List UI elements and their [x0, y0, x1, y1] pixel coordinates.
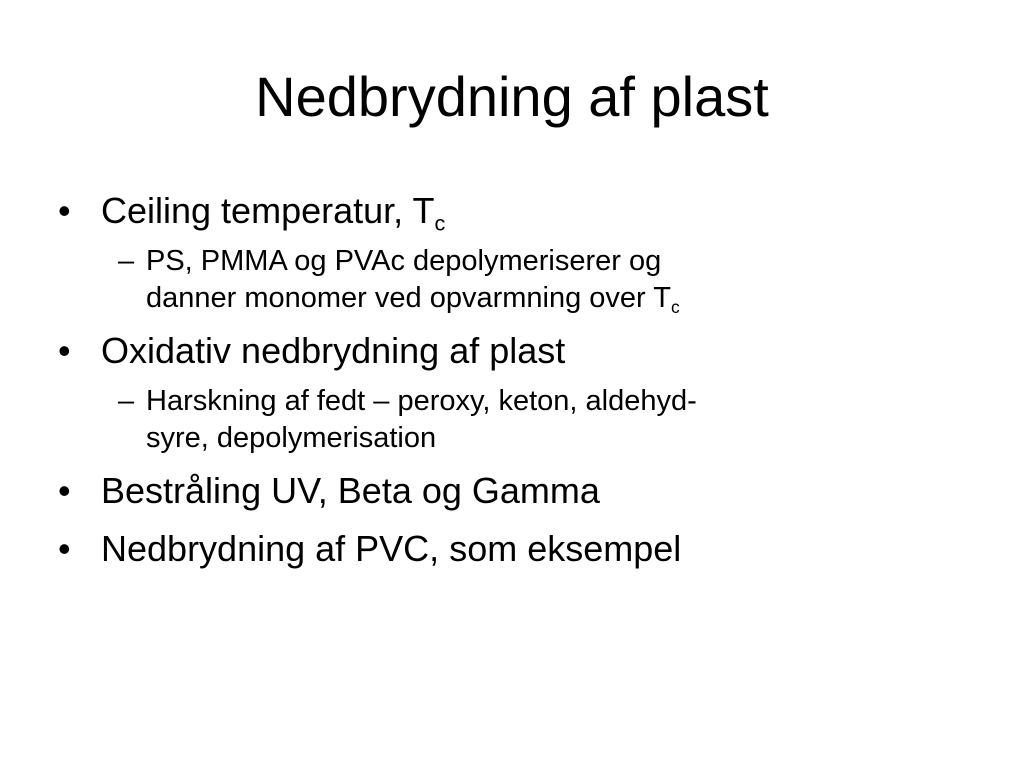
sub-item-line-2: danner monomer ved opvarmning over T	[146, 282, 671, 314]
sub-item-rancidity	[58, 383, 958, 457]
bullet-item-irradiation	[58, 465, 958, 517]
bullet-icon: •	[58, 190, 71, 231]
sub-item-line-1: Harskning af fedt – peroxy, keton, aldehyd-	[146, 385, 697, 417]
bullet-text: Nedbrydning af PVC, som eksempel	[101, 528, 682, 569]
sub-item-line-1: PS, PMMA og PVAc depolymeriserer og	[146, 245, 662, 277]
sub-item-line-2: syre, depolymerisation	[146, 422, 437, 454]
slide-title: Nedbrydning af plast	[255, 65, 769, 128]
bullet-list	[58, 185, 958, 581]
dash-icon: –	[118, 385, 135, 417]
sub-list	[58, 383, 958, 457]
subscript: c	[434, 210, 446, 236]
sub-list-container	[58, 243, 958, 317]
bullet-item-ceiling-temperature	[58, 185, 958, 237]
subscript: c	[670, 297, 680, 318]
bullet-icon: •	[58, 330, 71, 371]
bullet-item-oxidative	[58, 325, 958, 377]
bullet-item-pvc	[58, 523, 958, 575]
dash-icon: –	[118, 245, 135, 277]
bullet-text: Ceiling temperatur, T	[101, 190, 435, 231]
bullet-icon: •	[58, 528, 71, 569]
bullet-text: Oxidativ nedbrydning af plast	[101, 330, 566, 371]
bullet-text: Bestråling UV, Beta og Gamma	[101, 470, 600, 511]
bullet-icon: •	[58, 470, 71, 511]
sub-list	[58, 243, 958, 317]
sub-list-container	[58, 383, 958, 457]
sub-item-depolymerisation	[58, 243, 958, 317]
